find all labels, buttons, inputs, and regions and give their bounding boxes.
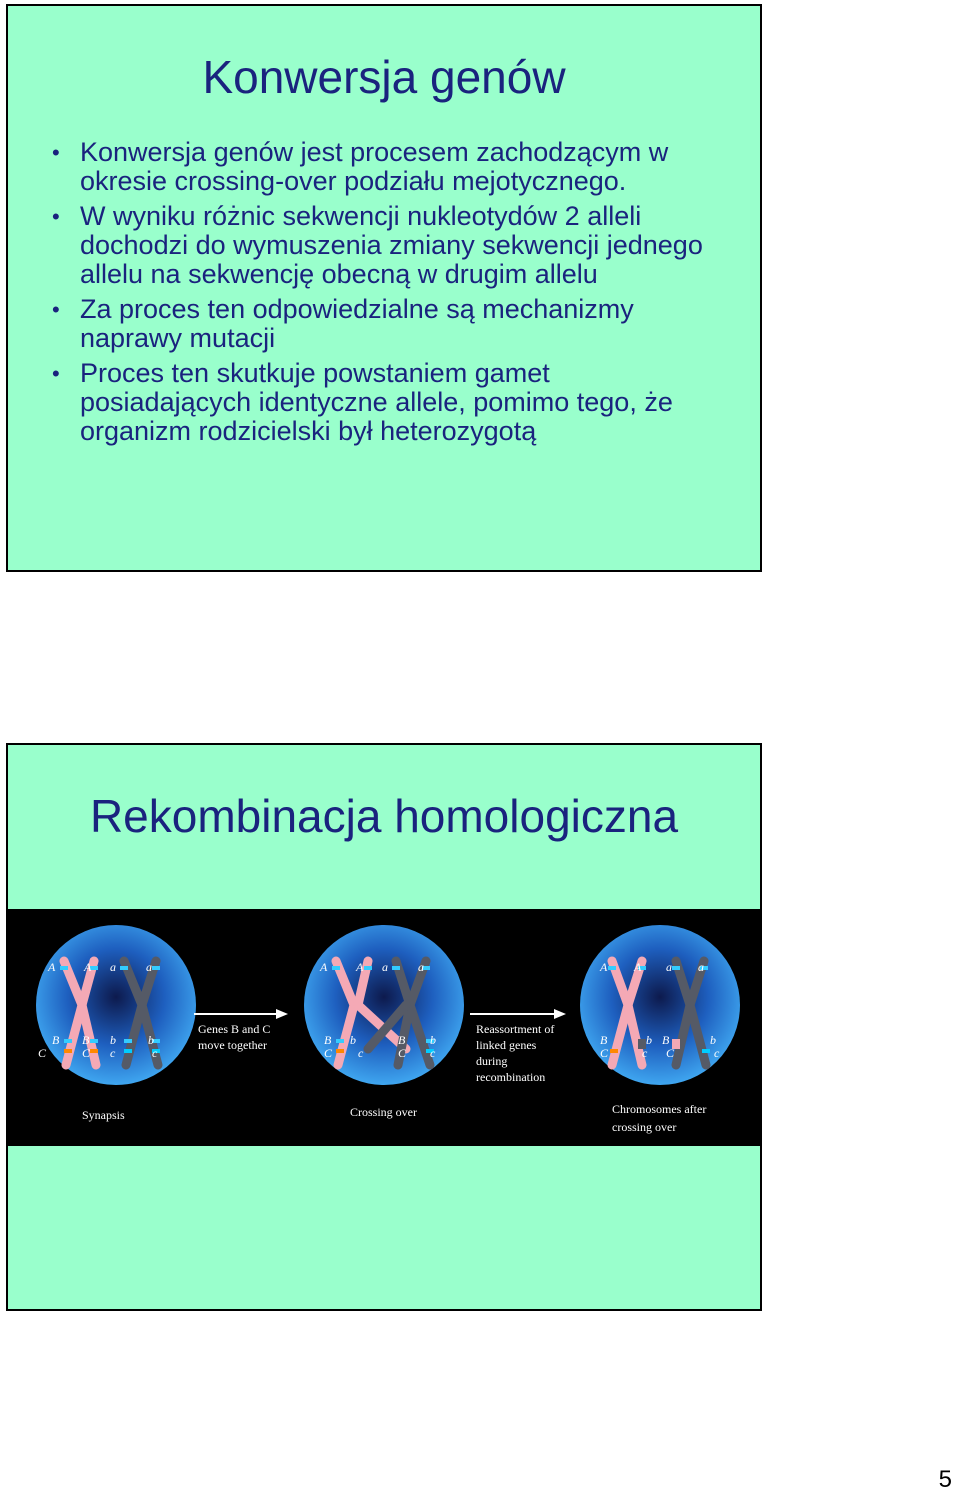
allele-label: a — [146, 960, 152, 974]
allele-label: B — [600, 1033, 608, 1047]
allele-label: A — [320, 960, 328, 974]
cell-circle — [580, 925, 740, 1085]
allele-label: A — [48, 960, 56, 974]
arrow-2 — [470, 1009, 566, 1084]
panel-caption: Crossing over — [350, 1105, 417, 1119]
bullet-item: • Za proces ten odpowiedzialne są mechanizmy naprawy mutacji — [52, 295, 720, 353]
page-number: 5 — [938, 1466, 952, 1493]
panel-crossing-over — [304, 925, 464, 1085]
bullet-list — [52, 138, 720, 452]
allele-label: b — [110, 1033, 116, 1047]
allele-label: B — [324, 1033, 332, 1047]
panel-caption: Synapsis — [82, 1108, 125, 1122]
slide-konwersja — [6, 4, 762, 572]
allele-label: a — [110, 960, 116, 974]
slide-title: Konwersja genów — [202, 51, 566, 103]
allele-label: B — [52, 1033, 60, 1047]
allele-label: A — [84, 960, 92, 974]
recombination-diagram — [6, 909, 762, 1146]
allele-label: b — [148, 1033, 154, 1047]
arrow-1 — [194, 1009, 288, 1052]
allele-label: a — [698, 960, 704, 974]
allele-label: B — [662, 1033, 670, 1047]
arrow-1-text: Genes B and C move together — [198, 1022, 271, 1052]
recombination-figure — [6, 909, 762, 1146]
cell-circle — [36, 925, 196, 1085]
allele-label: C — [666, 1046, 675, 1060]
allele-label: b — [350, 1033, 356, 1047]
allele-label: B — [398, 1033, 406, 1047]
allele-label: c — [430, 1046, 436, 1060]
allele-label: C — [324, 1046, 333, 1060]
slide-title: Rekombinacja homologiczna — [89, 790, 679, 842]
allele-label: b — [710, 1033, 716, 1047]
allele-label: C — [38, 1046, 47, 1060]
allele-label: a — [382, 960, 388, 974]
allele-label: b — [646, 1033, 652, 1047]
cell-circle — [304, 925, 464, 1085]
panel-after-crossing-over — [580, 925, 740, 1085]
allele-label: c — [642, 1046, 648, 1060]
allele-label: C — [398, 1046, 407, 1060]
bullet-item: • Proces ten skutkuje powstaniem gamet posiadających identyczne allele, pomimo tego, że organizm rodzicielski był heterozygotą — [52, 359, 720, 446]
allele-label: a — [666, 960, 672, 974]
slide-rekombinacja — [6, 743, 762, 1311]
allele-label: B — [82, 1033, 90, 1047]
allele-label: a — [418, 960, 424, 974]
allele-label: c — [110, 1046, 116, 1060]
allele-label: c — [152, 1046, 158, 1060]
allele-label: b — [430, 1033, 436, 1047]
allele-label: C — [600, 1046, 609, 1060]
allele-label: c — [358, 1046, 364, 1060]
allele-label: A — [356, 960, 364, 974]
allele-label: A — [600, 960, 608, 974]
allele-label: C — [82, 1046, 91, 1060]
bullet-item: • Konwersja genów jest procesem zachodzącym w okresie crossing-over podziału mejotycznego. — [52, 138, 720, 196]
arrow-2-text: Reassortment of linked genes during recombination — [476, 1022, 555, 1084]
panel-caption: Chromosomes after crossing over — [612, 1102, 707, 1134]
bullet-item: • W wyniku różnic sekwencji nukleotydów 2 alleli dochodzi do wymuszenia zmiany sekwencji jednego allelu na sekwencję obecną w drugim allelu — [52, 202, 720, 289]
allele-label: A — [634, 960, 642, 974]
panel-synapsis — [36, 925, 196, 1085]
allele-label: c — [714, 1046, 720, 1060]
